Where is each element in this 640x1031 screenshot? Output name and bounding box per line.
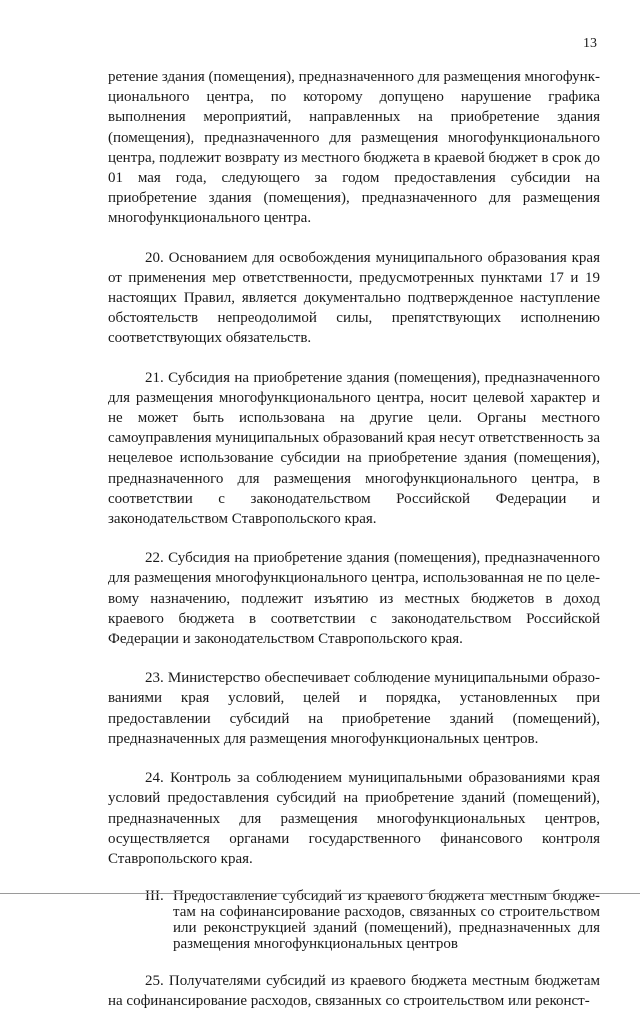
section-title: Предоставление субсидий из краевого бюджета местным бюджетам на софинансирование расходов, связанных со строительством или реконструкцией зданий (помещений), предназначенных для размещения многофункциональных центров — [173, 888, 600, 953]
page-number: 13 — [583, 36, 597, 51]
paragraph-22: 22. Субсидия на приобретение здания (помещения), предназначенного для размещения многофункционального центра, использованная не по целевому назначению, подлежит изъятию из местных бюджетов в доход краевого бюджета в соответствии с законодательством Российской Федерации и законодательством Ставропольского края. — [108, 550, 600, 648]
paragraph-20: 20. Основанием для освобождения муниципального образования края от применения мер ответственности, предусмотренных пунктами 17 и 19 настоящих Правил, является документально подтвержденное наступление обстоятельств непреодолимой силы, препятствующих исполнению соответствующих обязательств. — [108, 249, 600, 347]
paragraph-25: 25. Получателями субсидий из краевого бюджета местным бюджетам на софинансирование расходов, связанных со строительством или реконст- — [108, 973, 600, 1010]
section-heading — [145, 888, 600, 952]
paragraph-continuation: ретение здания (помещения), предназначенного для размещения многофункционального центра, по которому допущено нарушение графика выполнения мероприятий, направленных на приобретение здания (помещения), предназначенного для размещения многофункционального центра, подлежит возврату из местного бюджета в краевой бюджет в срок до 01 мая года, следующего за годом предоставления субсидии на приобретение здания (помещения), предназначенного для размещения многофункционального центра. — [108, 69, 600, 227]
paragraph-23: 23. Министерство обеспечивает соблюдение муниципальными образованиями края условий, целей и порядка, установленных при предоставлении субсидий на приобретение зданий (помещений), предназначенных для размещения многофункциональных центров. — [108, 670, 600, 747]
paragraph-21: 21. Субсидия на приобретение здания (помещения), предназначенного для размещения многофункционального центра, носит целевой характер и не может быть использована на другие цели. Органы местного самоуправления муниципальных образований края несут ответственность за нецелевое использование субсидии на приобретение здания (помещения), предназначенного для размещения многофункционального центра, в соответствии с законодательством Российской Федерации и законодательством Ставропольского края. — [108, 369, 600, 528]
paragraph-24: 24. Контроль за соблюдением муниципальными образованиями края условий предоставления субсидий на приобретение зданий (помещений), предназначенных для размещения многофункциональных центров, осуществляется органами государственного финансового контроля Ставропольского края. — [108, 770, 600, 867]
section-number: III. — [145, 888, 164, 905]
scan-edge-line — [0, 893, 640, 894]
document-body — [108, 67, 600, 1031]
